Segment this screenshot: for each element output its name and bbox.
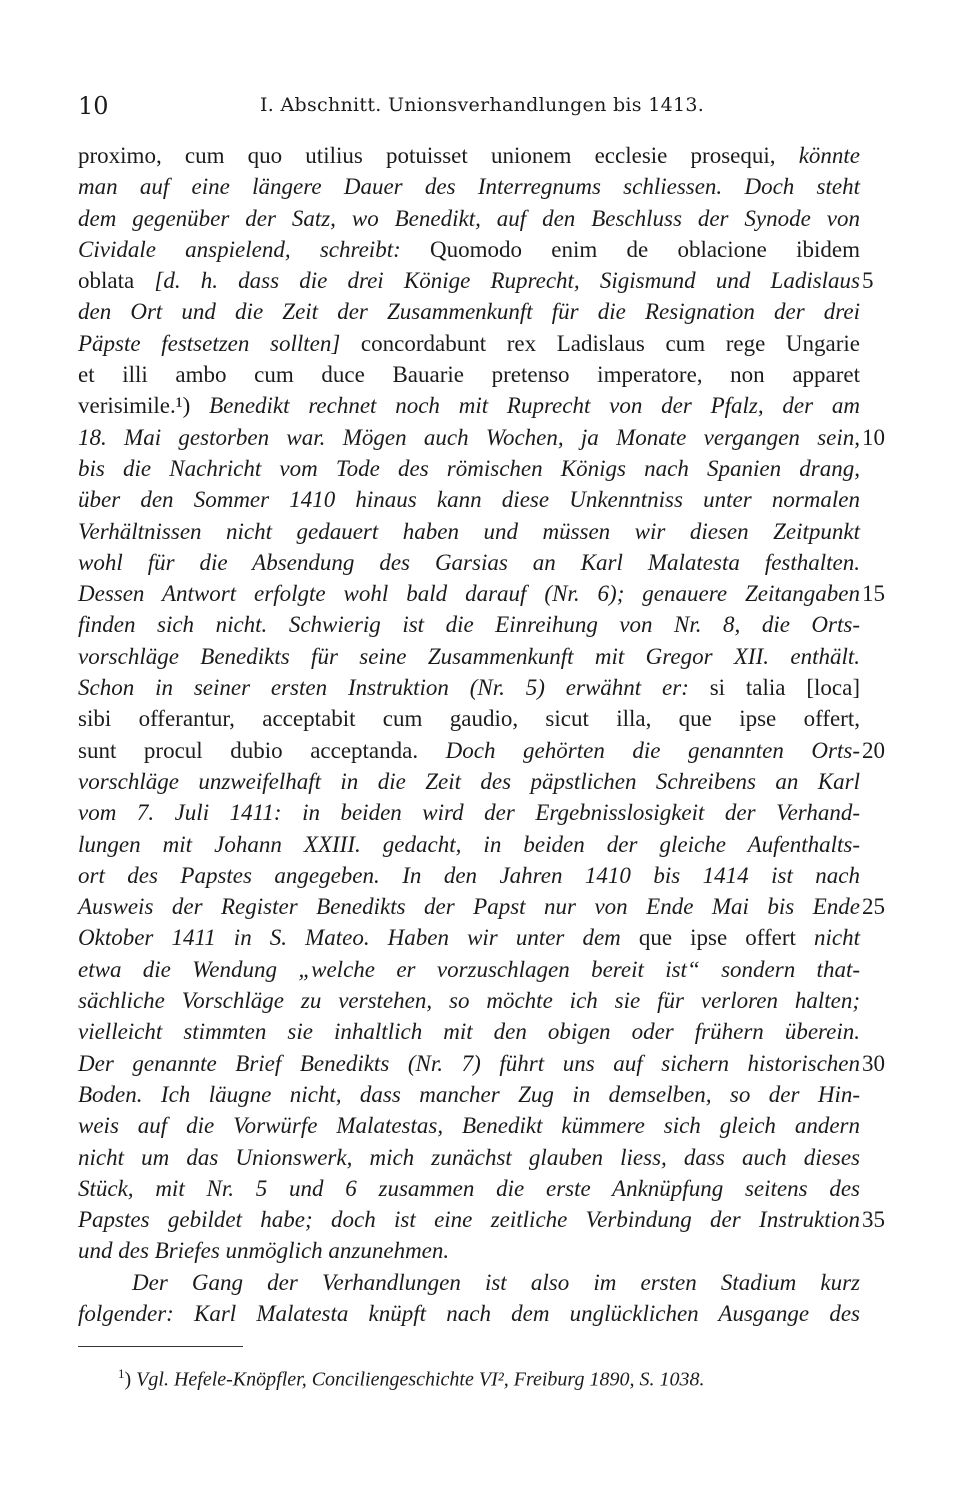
italic-text: vorschläge unzweifelhaft in die Zeit des päpstlichen Schreibens an Karl [78, 768, 860, 794]
text-line [78, 265, 874, 296]
italic-text: Päpste festsetzen sollten] [78, 330, 361, 356]
italic-text: wohl für die Absendung des Garsias an Karl Malatesta festhalten. [78, 549, 860, 575]
text-line [78, 516, 860, 547]
text-line [78, 484, 860, 515]
text-line [78, 1298, 860, 1329]
text-line [78, 829, 860, 860]
text-line [78, 1142, 860, 1173]
footnote-rule [78, 1346, 243, 1347]
text-line [78, 234, 860, 265]
italic-text: könnte [798, 143, 860, 168]
line-number: 20 [862, 737, 885, 763]
latin-quote: oblata [78, 268, 155, 294]
text-line [78, 1173, 860, 1204]
text-line [78, 922, 860, 953]
latin-quote: Quomodo enim de oblacione ibidem [430, 236, 860, 262]
text-line [78, 1016, 860, 1047]
text-line [78, 203, 860, 234]
line-number: 10 [862, 424, 885, 450]
italic-text: Benedikt rechnet noch mit Ruprecht von der Pfalz, der am [209, 393, 860, 419]
latin-quote: si talia [loca] [709, 675, 860, 701]
text-line [78, 1079, 860, 1110]
footnote: $^1$) Vgl. Hefele-Knöpfler, Conciliengeschichte VI², Freiburg 1890, S. 1038. [118, 1366, 705, 1391]
footnote-text: Vgl. Hefele-Knöpfler, Conciliengeschichte VI², Freiburg 1890, S. 1038. [136, 1368, 705, 1391]
text-line [78, 1235, 860, 1266]
body-text [78, 140, 885, 1329]
italic-text: sächliche Vorschläge zu verstehen, so möchte ich sie für verloren halten; [78, 988, 860, 1014]
text-line [78, 609, 860, 640]
text-line [78, 453, 860, 484]
text-line [78, 672, 860, 703]
latin-quote: concordabunt rex Ladislaus cum rege Ungarie [360, 330, 860, 356]
latin-quote: proximo, cum quo utilius potuisset unionem ecclesie prosequi, [78, 143, 799, 168]
running-head: I. Abschnitt. Unionsverhandlungen bis 1413. [260, 94, 705, 116]
latin-quote: que ipse offert [638, 925, 815, 951]
italic-text: Schon in seiner ersten Instruktion (Nr. 5) erwähnt er: [78, 675, 710, 701]
italic-text: weis auf die Vorwürfe Malatestas, Benedikt kümmere sich gleich andern [78, 1113, 860, 1139]
text-line [78, 703, 860, 734]
italic-text: vorschläge Benedikts für seine Zusammenkunft mit Gregor XII. enthält. [78, 643, 860, 669]
italic-text: Boden. Ich läugne nicht, dass mancher Zug in demselben, so der Hin- [78, 1081, 860, 1107]
italic-text: folgender: Karl Malatesta knüpft nach dem unglücklichen Ausgange des [78, 1300, 860, 1326]
italic-text: Dessen Antwort erfolgte wohl bald darauf (Nr. 6); genauere Zeitangaben [78, 581, 860, 607]
page-header [78, 92, 858, 122]
text-line [78, 547, 860, 578]
text-line [78, 1267, 860, 1298]
line-number: 35 [862, 1207, 885, 1233]
text-line [78, 797, 860, 828]
italic-text: lungen mit Johann XXIII. gedacht, in beiden der gleiche Aufenthalts- [78, 831, 860, 857]
text-line [78, 860, 860, 891]
text-line [78, 296, 860, 327]
latin-quote: sunt procul dubio acceptanda. [78, 737, 446, 763]
italic-text: nicht [814, 925, 861, 951]
line-number: 5 [862, 268, 874, 294]
italic-text: und des Briefes unmöglich anzunehmen. [78, 1238, 450, 1264]
italic-text: bis die Nachricht vom Tode des römischen Königs nach Spanien drang, [78, 455, 860, 481]
text-line [78, 985, 860, 1016]
italic-text: über den Sommer 1410 hinaus kann diese Unkenntniss unter normalen [78, 487, 860, 513]
latin-quote: et illi ambo cum duce Bauarie pretenso imperatore, non apparet [78, 362, 860, 388]
italic-text: 18. Mai gestorben war. Mögen auch Wochen, ja Monate vergangen sein, [78, 424, 860, 450]
text-line [78, 171, 860, 202]
italic-text: ort des Papstes angegeben. In den Jahren 1410 bis 1414 ist nach [78, 862, 860, 888]
italic-text: Cividale anspielend, schreibt: [78, 236, 430, 262]
italic-text: vom 7. Juli 1411: in beiden wird der Ergebnisslosigkeit der Verhand- [78, 800, 860, 826]
italic-text: Der genannte Brief Benedikts (Nr. 7) führt uns auf sichern historischen [78, 1050, 860, 1076]
italic-text: etwa die Wendung „welche er vorzuschlagen bereit ist“ sondern that- [78, 956, 860, 982]
italic-text: dem gegenüber der Satz, wo Benedikt, auf den Beschluss der Synode von [78, 205, 860, 231]
italic-text: Papstes gebildet habe; doch ist eine zeitliche Verbindung der Instruktion [78, 1207, 860, 1233]
text-line [78, 954, 860, 985]
italic-text: Doch gehörten die genannten Orts- [445, 737, 860, 763]
italic-text: Verhältnissen nicht gedauert haben und müssen wir diesen Zeitpunkt [78, 518, 860, 544]
italic-text: Oktober 1411 in S. Mateo. Haben wir unter dem [78, 925, 639, 951]
text-line [78, 1048, 885, 1079]
text-line [78, 328, 860, 359]
text-line [78, 578, 885, 609]
line-number: 25 [862, 894, 885, 920]
latin-quote: sibi offerantur, acceptabit cum gaudio, sicut illa, que ipse offert, [78, 706, 860, 732]
latin-quote: verisimile.¹) [78, 393, 210, 419]
italic-text: Stück, mit Nr. 5 und 6 zusammen die erste Anknüpfung seitens des [78, 1175, 860, 1201]
italic-text: man auf eine längere Dauer des Interregnums schliessen. Doch steht [78, 174, 860, 200]
text-line [78, 390, 860, 421]
italic-text: [d. h. dass die drei Könige Ruprecht, Sigismund und Ladislaus [154, 268, 860, 294]
footnote-marker: 1 [118, 1366, 125, 1381]
line-number: 30 [862, 1050, 885, 1076]
text-line [78, 641, 860, 672]
text-line [78, 140, 860, 171]
italic-text: Ausweis der Register Benedikts der Papst nur von Ende Mai bis Ende [78, 894, 860, 920]
page-number: 10 [78, 92, 109, 120]
text-line [78, 891, 885, 922]
line-number: 15 [862, 581, 885, 607]
text-line [78, 1204, 885, 1235]
text-line [78, 422, 885, 453]
italic-text: vielleicht stimmten sie inhaltlich mit den obigen oder frühern überein. [78, 1019, 860, 1045]
text-line [78, 1110, 860, 1141]
italic-text: Der Gang der Verhandlungen ist also im ersten Stadium kurz [132, 1269, 860, 1295]
italic-text: nicht um das Unionswerk, mich zunächst glauben liess, dass auch dieses [78, 1144, 860, 1170]
text-line [78, 735, 885, 766]
italic-text: den Ort und die Zeit der Zusammenkunft für die Resignation der drei [78, 299, 860, 325]
text-line [78, 359, 860, 390]
text-line [78, 766, 860, 797]
italic-text: finden sich nicht. Schwierig ist die Einreihung von Nr. 8, die Orts- [78, 612, 860, 638]
